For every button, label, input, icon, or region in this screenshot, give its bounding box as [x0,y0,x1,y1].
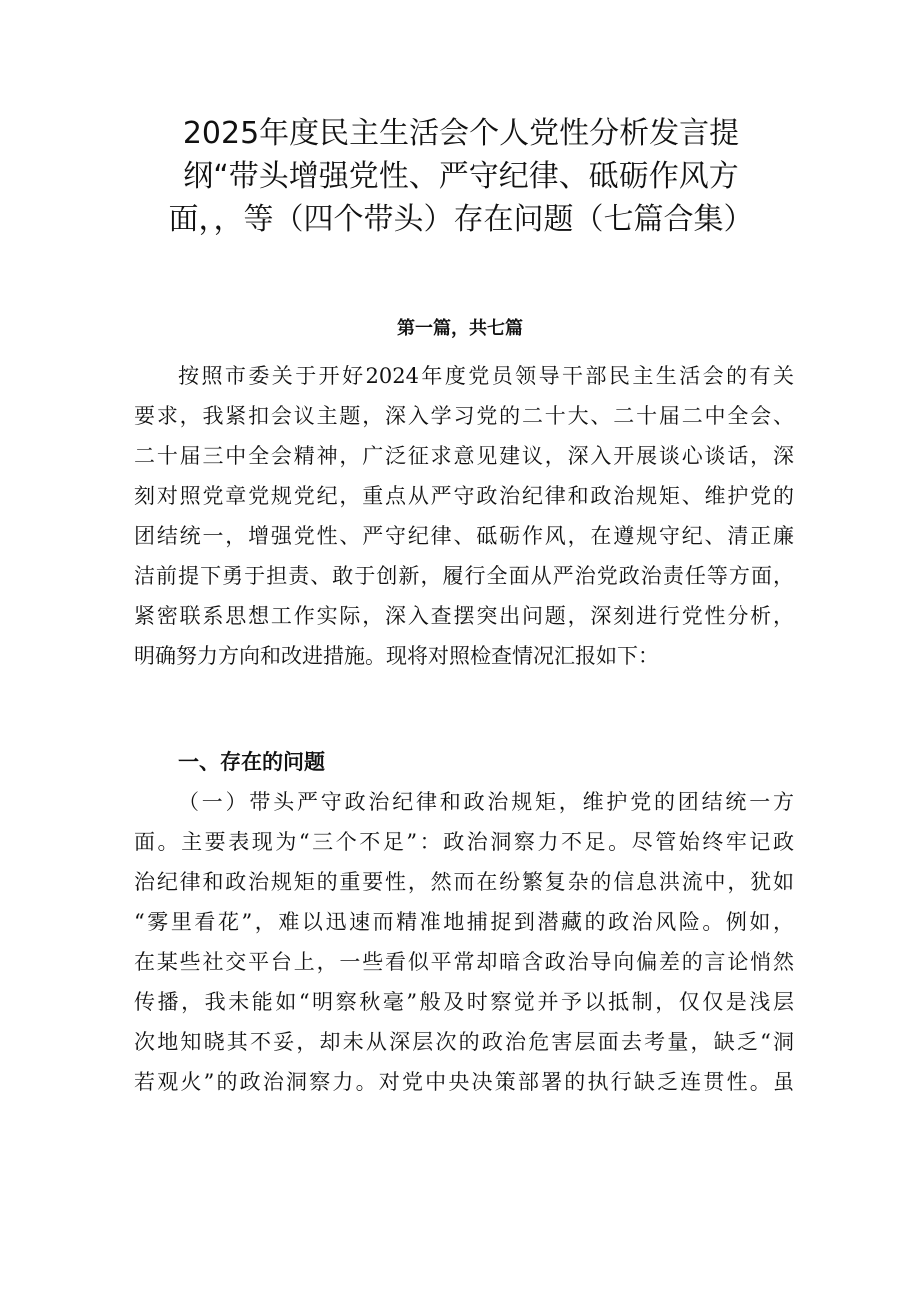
text-line: （一）带头严守政治纪律和政治规矩，维护党的团结统一方 [178,790,794,814]
title-line: 面，，等（四个带头）存在问题（七篇合集） [168,202,754,237]
text-line: 次地知晓其不妥，却未从深层次的政治危害层面去考量，缺乏“洞 [134,1030,794,1054]
title-line: 2025年度民主生活会个人党性分析发言提 [182,116,740,151]
document-title [130,112,792,241]
section-heading: 一、存在的问题 [178,750,325,774]
document-subtitle: 第一篇，共七篇 [397,318,523,339]
issue-paragraph [134,782,794,1102]
text-line: 面。主要表现为“三个不足”：政治洞察力不足。尽管始终牢记政 [134,830,794,854]
text-line: 紧密联系思想工作实际，深入查摆突出问题，深刻进行党性分析， [134,604,794,628]
text-line: “雾里看花”，难以迅速而精准地捕捉到潜藏的政治风险。例如， [134,910,794,934]
text-line: 按照市委关于开好2024年度党员领导干部民主生活会的有关 [178,364,794,388]
text-line: 在某些社交平台上，一些看似平常却暗含政治导向偏差的言论悄然 [134,950,794,974]
intro-paragraph [134,356,794,676]
text-line: 洁前提下勇于担责、敢于创新，履行全面从严治党政治责任等方面， [134,564,794,588]
text-line: 传播，我未能如“明察秋毫”般及时察觉并予以抵制，仅仅是浅层 [134,990,794,1014]
title-line: 纲“带头增强党性、严守纪律、砥砺作风方 [183,159,739,194]
text-line: 刻对照党章党规党纪，重点从严守政治纪律和政治规矩、维护党的 [134,484,794,508]
text-line: 要求，我紧扣会议主题，深入学习党的二十大、二十届二中全会、 [134,404,794,428]
text-line: 若观火”的政治洞察力。对党中央决策部署的执行缺乏连贯性。虽 [134,1070,794,1094]
text-line: 二十届三中全会精神，广泛征求意见建议，深入开展谈心谈话，深 [134,444,794,468]
text-line: 团结统一，增强党性、严守纪律、砥砺作风，在遵规守纪、清正廉 [134,524,794,548]
text-line: 明确努力方向和改进措施。现将对照检查情况汇报如下： [134,644,659,668]
text-line: 治纪律和政治规矩的重要性，然而在纷繁复杂的信息洪流中，犹如 [134,870,794,894]
